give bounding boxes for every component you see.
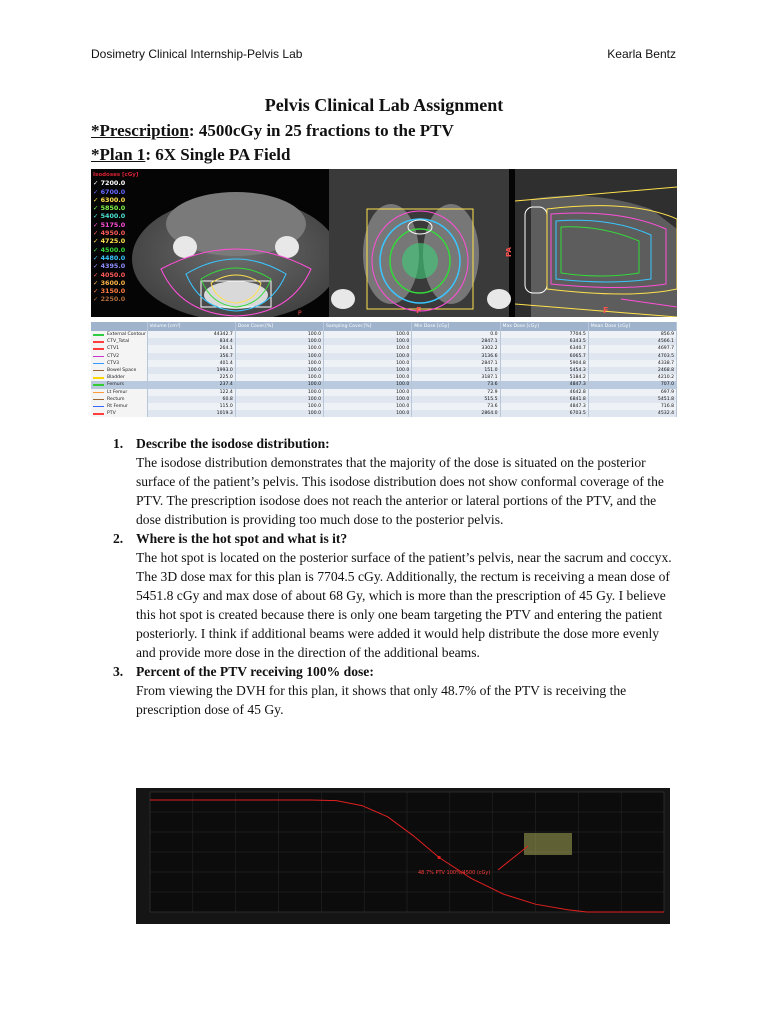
table-cell: 115.0 <box>147 403 235 410</box>
ct-isodose-figure <box>91 169 677 317</box>
isodose-level <box>93 246 138 254</box>
table-cell: 834.4 <box>147 338 235 345</box>
table-row[interactable] <box>91 353 677 360</box>
dvh-statistics-table <box>91 322 677 430</box>
isodose-level-label: 3600.0 <box>100 278 126 287</box>
structure-name: Femurs <box>107 382 124 388</box>
table-row[interactable] <box>91 374 677 381</box>
axial-view <box>132 192 340 317</box>
table-body <box>91 331 677 417</box>
structure-name-cell <box>91 389 147 396</box>
table-cell: 100.0 <box>324 381 412 388</box>
table-cell: 2468.8 <box>588 367 676 374</box>
question-number: 2. <box>113 531 124 546</box>
table-cell: 151.0 <box>412 367 500 374</box>
table-cell: 100.0 <box>235 367 323 374</box>
table-cell: 4338.7 <box>588 360 676 367</box>
isodose-level <box>93 254 138 262</box>
table-cell: 44342.7 <box>147 331 235 338</box>
table-row[interactable] <box>91 389 677 396</box>
table-cell: 4532.4 <box>588 410 676 417</box>
isodose-level-label: 4725.0 <box>100 237 126 246</box>
structure-name-cell <box>91 331 147 338</box>
isodose-level <box>93 271 138 279</box>
coronal-f-marker: F <box>416 306 422 315</box>
structure-name-cell <box>91 345 147 352</box>
table-row[interactable] <box>91 345 677 352</box>
table-cell: 401.4 <box>147 360 235 367</box>
structure-name-cell <box>91 374 147 381</box>
sagittal-pa-marker: PA <box>505 247 513 257</box>
checkmark-icon: ✓ <box>93 295 101 304</box>
structure-header <box>91 322 147 331</box>
structure-name: Rectum <box>107 396 125 402</box>
table-cell: 4697.7 <box>588 345 676 352</box>
prescription-label: *Prescription <box>91 121 189 140</box>
isodose-level-label: 4050.0 <box>100 270 126 279</box>
dvh-annotation-text: 48.7% PTV 100%/4500 (cGy) <box>418 870 491 876</box>
table-cell: 356.7 <box>147 353 235 360</box>
dvh-tooltip-box <box>524 833 572 855</box>
table-header-row <box>91 322 677 331</box>
table-cell: 100.0 <box>324 403 412 410</box>
isodose-level-label: 4395.0 <box>100 262 126 271</box>
structure-color-swatch <box>93 370 104 372</box>
column-header: Min Dose [cGy] <box>412 322 500 331</box>
table-cell: 60.8 <box>147 396 235 403</box>
table-cell: 1019.3 <box>147 410 235 417</box>
checkmark-icon: ✓ <box>93 187 101 196</box>
sagittal-f-marker: F <box>603 306 609 315</box>
table-row[interactable] <box>91 403 677 410</box>
isodose-level-label: 6300.0 <box>100 195 126 204</box>
checkmark-icon: ✓ <box>93 270 101 279</box>
table-row[interactable] <box>91 360 677 367</box>
checkmark-icon: ✓ <box>93 220 101 229</box>
table-cell: 100.0 <box>235 360 323 367</box>
isodose-level <box>93 262 138 270</box>
table-cell: 73.6 <box>412 403 500 410</box>
plan-label: *Plan 1 <box>91 145 146 164</box>
structure-name-cell <box>91 367 147 374</box>
header-left: Dosimetry Clinical Internship-Pelvis Lab <box>91 47 303 61</box>
plan-text: : 6X Single PA Field <box>145 145 291 164</box>
structure-name: CTV1 <box>107 346 120 352</box>
table-cell: 6841.8 <box>500 396 588 403</box>
table-cell: 4847.3 <box>500 381 588 388</box>
structure-name: CTV3 <box>107 360 120 366</box>
question-list <box>113 434 673 719</box>
isodose-level-label: 4950.0 <box>100 229 126 238</box>
table-cell: 0.0 <box>412 331 500 338</box>
isodose-level-label: 5175.0 <box>100 220 126 229</box>
table-cell: 6340.7 <box>500 345 588 352</box>
structure-color-swatch <box>93 399 104 401</box>
question-item <box>113 434 673 529</box>
prescription-text: : 4500cGy in 25 fractions to the PTV <box>188 121 454 140</box>
document-title: Pelvis Clinical Lab Assignment <box>264 95 504 115</box>
table-cell: 100.0 <box>324 338 412 345</box>
table-cell: 4566.1 <box>588 338 676 345</box>
isodose-level-label: 5850.0 <box>100 204 126 213</box>
structure-color-swatch <box>93 363 104 365</box>
isodose-level <box>93 237 138 245</box>
structure-name: PTV <box>107 411 116 417</box>
isodose-level-label: 5400.0 <box>100 212 126 221</box>
table-cell: 100.0 <box>235 345 323 352</box>
table-cell: 100.0 <box>324 396 412 403</box>
table-cell: 7704.5 <box>500 331 588 338</box>
prescription-line <box>91 121 454 141</box>
question-answer: From viewing the DVH for this plan, it shows that only 48.7% of the PTV is receiving the prescription dose of 45 Gy. <box>136 683 627 717</box>
question-title: Describe the isodose distribution: <box>136 436 330 451</box>
table-cell: 515.5 <box>412 396 500 403</box>
column-header: Max Dose [cGy] <box>500 322 588 331</box>
table-cell: 100.0 <box>235 389 323 396</box>
structure-color-swatch <box>93 384 104 386</box>
table-cell: 856.9 <box>588 331 676 338</box>
statistics-table <box>91 322 677 417</box>
plan-line <box>91 145 290 165</box>
table-cell: 100.0 <box>235 410 323 417</box>
table-cell: 100.0 <box>235 331 323 338</box>
structure-color-swatch <box>93 334 104 336</box>
table-cell: 100.0 <box>235 338 323 345</box>
question-item <box>113 529 673 662</box>
header-right: Kearla Bentz <box>607 47 676 61</box>
question-number: 3. <box>113 664 124 679</box>
structure-name: Rt Femur <box>107 403 128 409</box>
table-cell: 72.9 <box>412 389 500 396</box>
table-cell: 225.0 <box>147 374 235 381</box>
structure-color-swatch <box>93 341 104 343</box>
axial-p-marker: P <box>298 310 302 317</box>
table-cell: 73.6 <box>412 381 500 388</box>
table-cell: 2847.1 <box>412 360 500 367</box>
table-row[interactable] <box>91 410 677 417</box>
table-cell: 100.0 <box>324 389 412 396</box>
table-cell: 716.8 <box>588 403 676 410</box>
checkmark-icon: ✓ <box>93 245 101 254</box>
table-cell: 5904.8 <box>500 360 588 367</box>
table-cell: 707.0 <box>588 381 676 388</box>
checkmark-icon: ✓ <box>93 212 101 221</box>
isodose-level-label: 6700.0 <box>100 187 126 196</box>
structure-name: Bladder <box>107 375 125 381</box>
table-cell: 100.0 <box>324 410 412 417</box>
table-cell: 4703.5 <box>588 353 676 360</box>
table-cell: 5454.3 <box>500 367 588 374</box>
dvh-chart <box>136 788 670 924</box>
checkmark-icon: ✓ <box>93 278 101 287</box>
structure-name: Bowel Space <box>107 368 137 374</box>
question-item <box>113 662 673 719</box>
column-header: Mean Dose [cGy] <box>588 322 676 331</box>
table-cell: 4847.3 <box>500 403 588 410</box>
table-row[interactable] <box>91 338 677 345</box>
table-cell: 237.4 <box>147 381 235 388</box>
checkmark-icon: ✓ <box>93 287 101 296</box>
question-title: Percent of the PTV receiving 100% dose: <box>136 664 374 679</box>
table-cell: 100.0 <box>324 374 412 381</box>
isodose-level <box>93 188 138 196</box>
table-cell: 100.0 <box>324 367 412 374</box>
structure-color-swatch <box>93 406 104 408</box>
structure-color-swatch <box>93 348 104 350</box>
question-answer: The isodose distribution demonstrates that the majority of the dose is situated on the posterior surface of the patient’s pelvis. This isodose distribution does not show conformal coverage of the PTV. The prescription isodose does not reach the anterior or lateral portions of the PTV, and the dose distribution is providing too much dose to the posterior pelvis. <box>136 455 664 527</box>
table-cell: 100.0 <box>324 345 412 352</box>
isodose-level-label: 3150.0 <box>100 287 126 296</box>
question-answer: The hot spot is located on the posterior surface of the patient’s pelvis, near the sacrum and coccyx. The 3D dose max for this plan is 7704.5 cGy. Additionally, the rectum is receiving a mean dose of 5451.8 cGy and max dose of about 68 Gy, which is more than the prescription of 45 Gy. I believe this hot spot is created because there is only one beam targeting the PTV and entering the patient posteriorly. I think if additional beams were added it would help distribute the dose more evenly and provide more dose in the direction of the additional beams. <box>136 550 672 660</box>
coronal-view <box>329 169 511 317</box>
isodose-level <box>93 212 138 220</box>
table-cell: 697.9 <box>588 389 676 396</box>
sagittal-view <box>505 169 677 317</box>
isodose-level-label: 4480.0 <box>100 253 126 262</box>
table-cell: 100.0 <box>235 353 323 360</box>
structure-name-cell <box>91 338 147 345</box>
legend-title: Isodoses [cGy] <box>93 172 139 178</box>
table-cell: 4642.8 <box>500 389 588 396</box>
table-cell: 6065.7 <box>500 353 588 360</box>
checkmark-icon: ✓ <box>93 253 101 262</box>
table-row[interactable] <box>91 396 677 403</box>
isodose-level-label: 2250.0 <box>100 295 126 304</box>
table-cell: 2864.0 <box>412 410 500 417</box>
structure-color-swatch <box>93 377 104 379</box>
table-cell: 100.0 <box>324 353 412 360</box>
table-row[interactable] <box>91 367 677 374</box>
checkmark-icon: ✓ <box>93 229 101 238</box>
isodose-level <box>93 229 138 237</box>
dvh-prescription-point <box>438 856 441 859</box>
table-cell: 6343.5 <box>500 338 588 345</box>
isodose-level <box>93 179 138 187</box>
structure-name-cell <box>91 360 147 367</box>
isodose-level <box>93 279 138 287</box>
structure-color-swatch <box>93 413 104 415</box>
checkmark-icon: ✓ <box>93 262 101 271</box>
structure-color-swatch <box>93 356 104 358</box>
column-header: Volume [cm³] <box>147 322 235 331</box>
structure-name: External Contour <box>107 332 146 338</box>
table-row[interactable] <box>91 331 677 338</box>
column-header: Dose Cover.[%] <box>235 322 323 331</box>
isodose-level <box>93 295 138 303</box>
ct-images <box>91 169 677 317</box>
checkmark-icon: ✓ <box>93 179 101 188</box>
structure-name-cell <box>91 353 147 360</box>
table-row[interactable] <box>91 381 677 388</box>
structure-name-cell <box>91 410 147 417</box>
question-title: Where is the hot spot and what is it? <box>136 531 348 546</box>
table-cell: 3187.1 <box>412 374 500 381</box>
checkmark-icon: ✓ <box>93 237 101 246</box>
isodose-level <box>93 287 138 295</box>
table-cell: 4210.2 <box>588 374 676 381</box>
isodose-level-label: 7200.0 <box>100 179 126 188</box>
structure-name: CTV_Total <box>107 339 130 345</box>
table-cell: 100.0 <box>235 374 323 381</box>
isodose-level <box>93 204 138 212</box>
table-cell: 3136.6 <box>412 353 500 360</box>
table-cell: 6703.5 <box>500 410 588 417</box>
structure-name-cell <box>91 381 147 388</box>
structure-name: CTV2 <box>107 353 120 359</box>
table-cell: 1993.0 <box>147 367 235 374</box>
table-cell: 100.0 <box>235 381 323 388</box>
dvh-plot <box>136 788 670 924</box>
isodose-level <box>93 221 138 229</box>
table-cell: 122.4 <box>147 389 235 396</box>
isodose-legend <box>93 171 138 304</box>
structure-color-swatch <box>93 392 104 394</box>
isodose-level <box>93 196 138 204</box>
table-cell: 2847.1 <box>412 338 500 345</box>
question-number: 1. <box>113 436 124 451</box>
table-cell: 5184.2 <box>500 374 588 381</box>
isodose-level-label: 4500.0 <box>100 245 126 254</box>
structure-name-cell <box>91 396 147 403</box>
structure-name-cell <box>91 403 147 410</box>
column-header: Sampling Cover.[%] <box>324 322 412 331</box>
table-cell: 100.0 <box>324 360 412 367</box>
table-cell: 100.0 <box>235 396 323 403</box>
structure-name: Lt Femur <box>107 389 128 395</box>
table-cell: 3302.2 <box>412 345 500 352</box>
table-cell: 100.0 <box>235 403 323 410</box>
checkmark-icon: ✓ <box>93 204 101 213</box>
table-cell: 5451.8 <box>588 396 676 403</box>
table-cell: 100.0 <box>324 331 412 338</box>
table-cell: 264.1 <box>147 345 235 352</box>
checkmark-icon: ✓ <box>93 195 101 204</box>
